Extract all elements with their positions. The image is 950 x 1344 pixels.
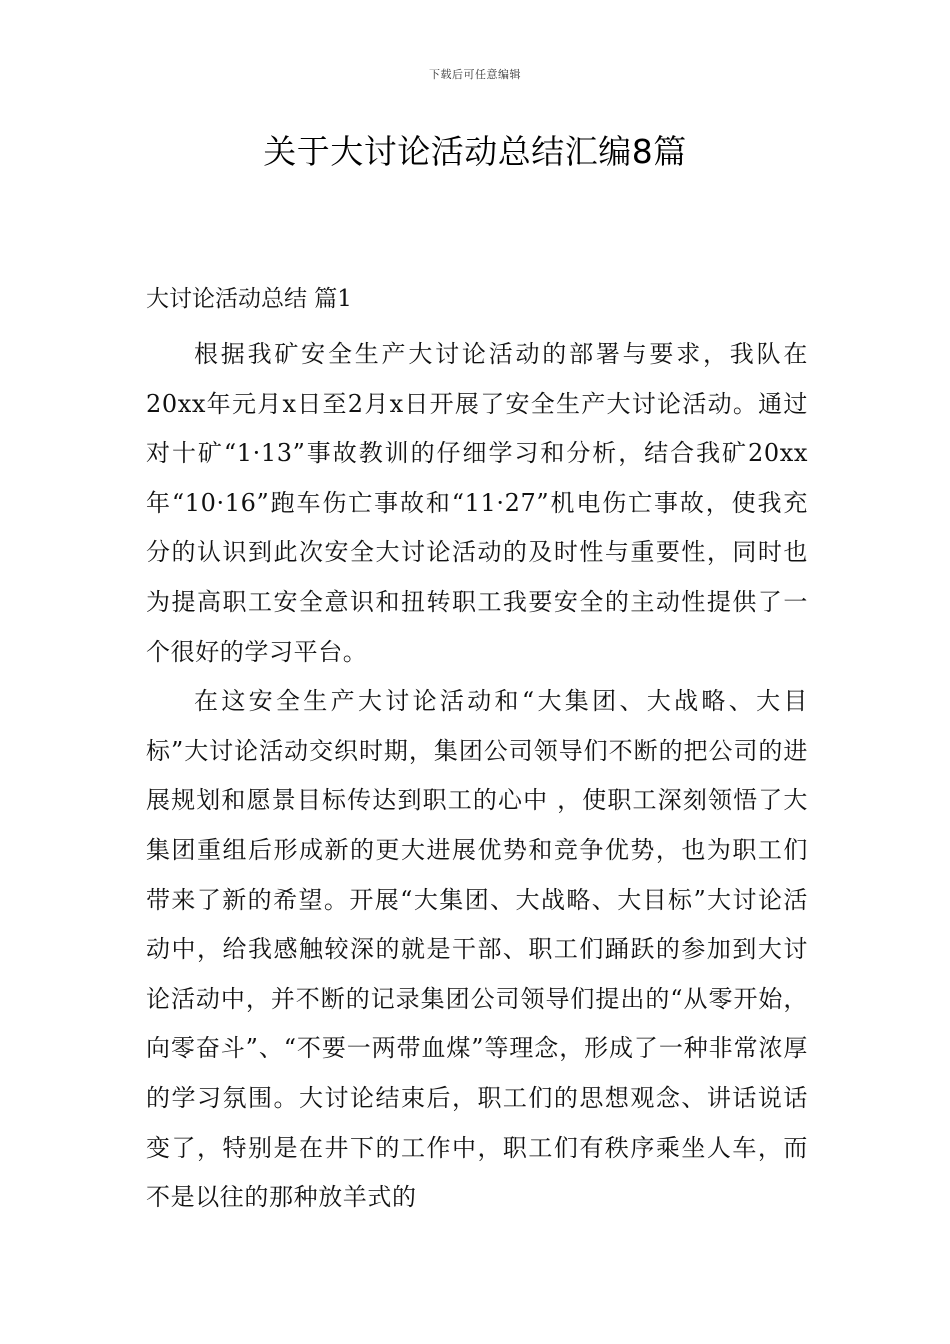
- body-text: [146, 330, 808, 1223]
- section-heading: 大讨论活动总结 篇1: [146, 286, 352, 312]
- paragraph-1: 根据我矿安全生产大讨论活动的部署与要求，我队在20xx年元月x日至2月x日开展了安全生产大讨论活动。通过对十矿“1·13”事故教训的仔细学习和分析，结合我矿20xx年“10·16”跑车伤亡事故和“11·27”机电伤亡事故，使我充分的认识到此次安全大讨论活动的及时性与重要性，同时也为提高职工安全意识和扭转职工我要安全的主动性提供了一个很好的学习平台。: [146, 340, 808, 666]
- paragraph-2: 在这安全生产大讨论活动和“大集团、大战略、大目标”大讨论活动交织时期，集团公司领导们不断的把公司的进展规划和愿景目标传达到职工的心中 ，使职工深刻领悟了大集团重组后形成新的更大进展优势和竞争优势，也为职工们带来了新的希望。开展“大集团、大战略、大目标”大讨论活动中，给我感触较深的就是干部、职工们踊跃的参加到大讨论活动中，并不断的记录集团公司领导们提出的“从零开始，向零奋斗”、“不要一两带血煤”等理念，形成了一种非常浓厚的学习氛围。大讨论结束后，职工们的思想观念、讲话说话变了，特别是在井下的工作中，职工们有秩序乘坐人车，而不是以往的那种放羊式的: [146, 687, 808, 1212]
- header-note: 下载后可任意编辑: [429, 68, 521, 81]
- document-title: 关于大讨论活动总结汇编8篇: [263, 132, 687, 171]
